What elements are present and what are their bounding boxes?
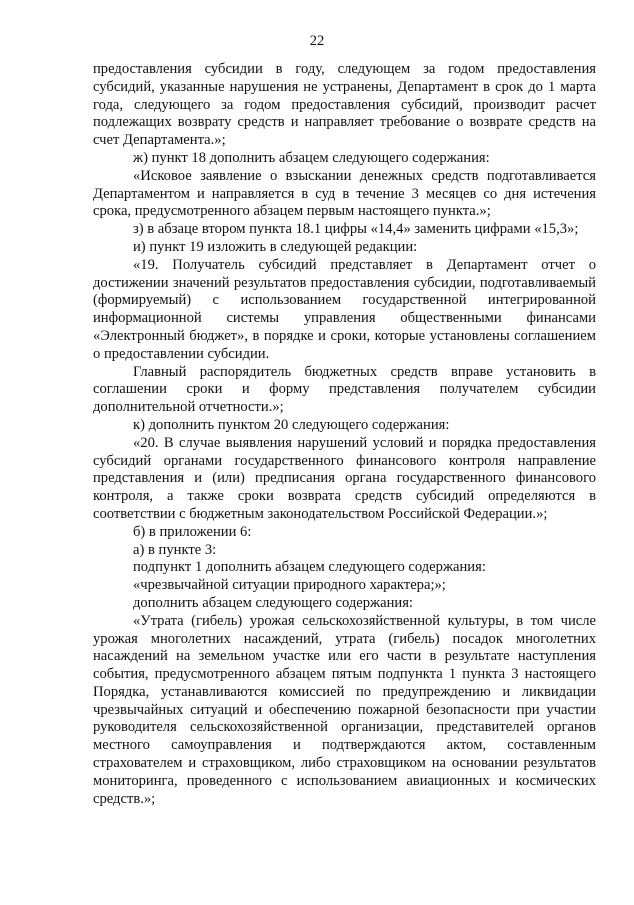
paragraph-subpoint-1: подпункт 1 дополнить абзацем следующего содержания:	[133, 559, 486, 576]
paragraph-item-zh: ж) пункт 18 дополнить абзацем следующего содержания:	[133, 149, 490, 166]
paragraph-main-administrator: Главный распорядитель бюджетных средств вправе установить в соглашении сроки и форму представления получателем субсидии дополнительной отчетности.»;	[93, 363, 596, 416]
paragraph-item-k: к) дополнить пунктом 20 следующего содержания:	[133, 416, 450, 433]
paragraph-add-abzac: дополнить абзацем следующего содержания:	[133, 594, 413, 611]
paragraph-appendix-6: б) в приложении 6:	[133, 523, 252, 540]
paragraph-emergency-quote: «чрезвычайной ситуации природного характера;»;	[133, 577, 446, 594]
document-body	[93, 61, 596, 808]
paragraph-item-z: з) в абзаце втором пункта 18.1 цифры «14,4» заменить цифрами «15,3»;	[133, 221, 579, 238]
paragraph-crop-loss: «Утрата (гибель) урожая сельскохозяйственной культуры, в том числе урожая многолетних насаждений, утрата (гибель) посадок многолетних насаждений на земельном участке или его части в результате наступления события, предусмотренного абзацем пятым подпункта 1 пункта 3 настоящего Порядка, устанавливаются комиссией по предупреждению и ликвидации чрезвычайных ситуаций и обеспечению пожарной безопасности при участии руководителя сельскохозяйственной организации, представителей органов местного самоуправления и подтверждаются актом, составленным страхователем и страховщиком, либо страховщиком на основании результатов мониторинга, проведенного с использованием авиационных и космических средств.»;	[93, 612, 596, 807]
paragraph-item-i: и) пункт 19 изложить в следующей редакции:	[133, 238, 418, 255]
paragraph-point-20: «20. В случае выявления нарушений условий и порядка предоставления субсидий органами государственного финансового контроля направление представления и (или) предписания органа государственного финансового контроля, а также сроки возврата средств субсидий определяются в соответствии с бюджетным законодательством Российской Федерации.»;	[93, 434, 596, 522]
paragraph-continuation: предоставления субсидии в году, следующем за годом предоставления субсидий, указанные нарушения не устранены, Департамент в срок до 1 марта года, следующего за годом предоставления субсидий, производит расчет подлежащих возврату средств и направляет требование о возврате средств на счет Департамента.»;	[93, 61, 596, 149]
paragraph-point-19: «19. Получатель субсидий представляет в Департамент отчет о достижении значений результатов предоставления субсидии, подготавливаемый (формируемый) с использованием государственной интегрированной информационной системы управления общественными финансами «Электронный бюджет», в порядке и сроки, которые установлены соглашением о предоставлении субсидии.	[93, 256, 596, 362]
paragraph-quote-claim: «Исковое заявление о взыскании денежных средств подготавливается Департаментом и направляется в суд в течение 3 месяцев со дня истечения срока, предусмотренного абзацем первым настоящего пункта.»;	[93, 167, 596, 220]
paragraph-point-3: а) в пункте 3:	[133, 541, 217, 558]
page-number: 22	[309, 33, 325, 49]
